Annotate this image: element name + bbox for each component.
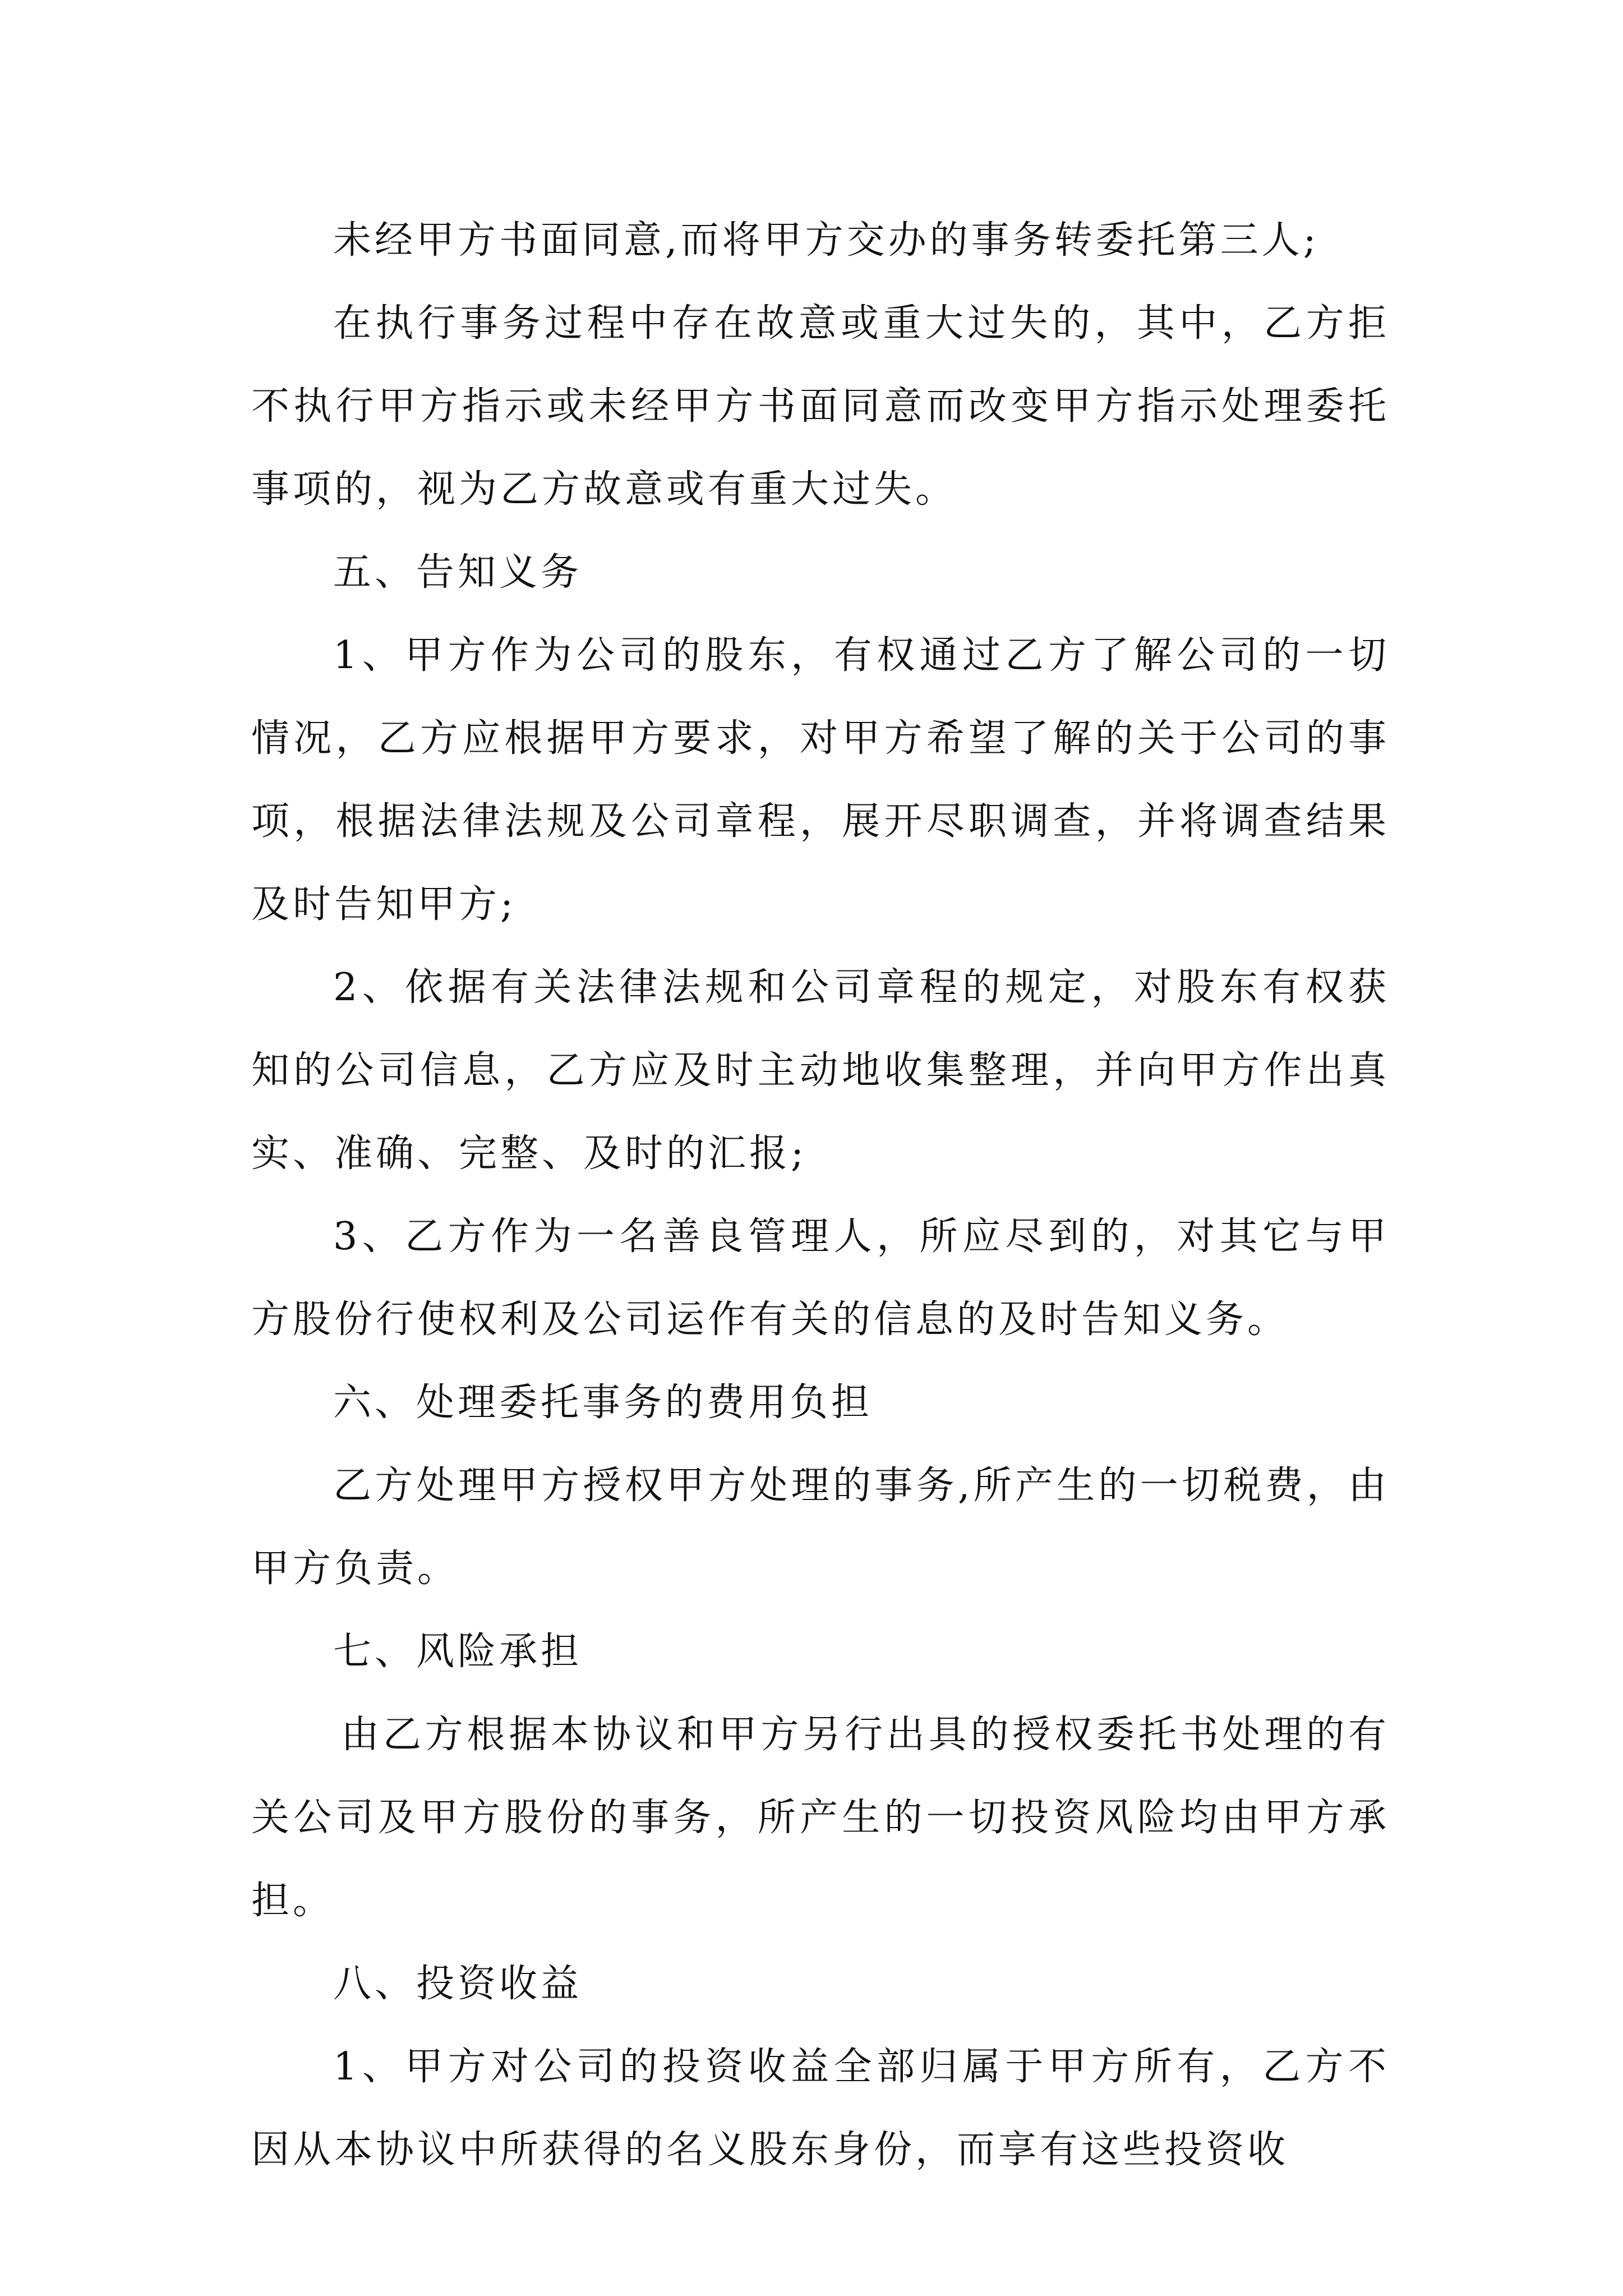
paragraph-expense-burden: 乙方处理甲方授权甲方处理的事务,所产生的一切税费，由甲方负责。	[251, 1464, 1390, 1591]
document-body	[251, 199, 1390, 2192]
paragraph-transfer-commission: 未经甲方书面同意,而将甲方交办的事务转委托第三人;	[333, 218, 1320, 263]
heading-notification-duty: 五、告知义务	[333, 550, 583, 595]
paragraph-gross-negligence: 在执行事务过程中存在故意或重大过失的，其中，乙方拒不执行甲方指示或未经甲方书面同意而改变甲方指示处理委托事项的，视为乙方故意或有重大过失。	[251, 301, 1390, 512]
paragraph-notification-1: 1、甲方作为公司的股东，有权通过乙方了解公司的一切情况，乙方应根据甲方要求，对甲方希望了解的关于公司的事项，根据法律法规及公司章程，展开尽职调查，并将调查结果及时告知甲方;	[251, 633, 1390, 927]
paragraph-notification-3: 3、乙方作为一名善良管理人，所应尽到的，对其它与甲方股份行使权利及公司运作有关的信息的及时告知义务。	[251, 1214, 1390, 1342]
heading-risk-bearing: 七、风险承担	[333, 1630, 583, 1674]
heading-expense-burden: 六、处理委托事务的费用负担	[333, 1381, 873, 1425]
paragraph-risk-bearing: 由乙方根据本协议和甲方另行出具的授权委托书处理的有关公司及甲方股份的事务，所产生的一切投资风险均由甲方承担。	[251, 1713, 1390, 1923]
paragraph-investment-return-1: 1、甲方对公司的投资收益全部归属于甲方所有，乙方不因从本协议中所获得的名义股东身份，而享有这些投资收	[251, 2045, 1390, 2172]
paragraph-notification-2: 2、依据有关法律法规和公司章程的规定，对股东有权获知的公司信息，乙方应及时主动地收集整理，并向甲方作出真实、准确、完整、及时的汇报;	[251, 965, 1390, 1176]
heading-investment-return: 八、投资收益	[333, 1962, 583, 2006]
